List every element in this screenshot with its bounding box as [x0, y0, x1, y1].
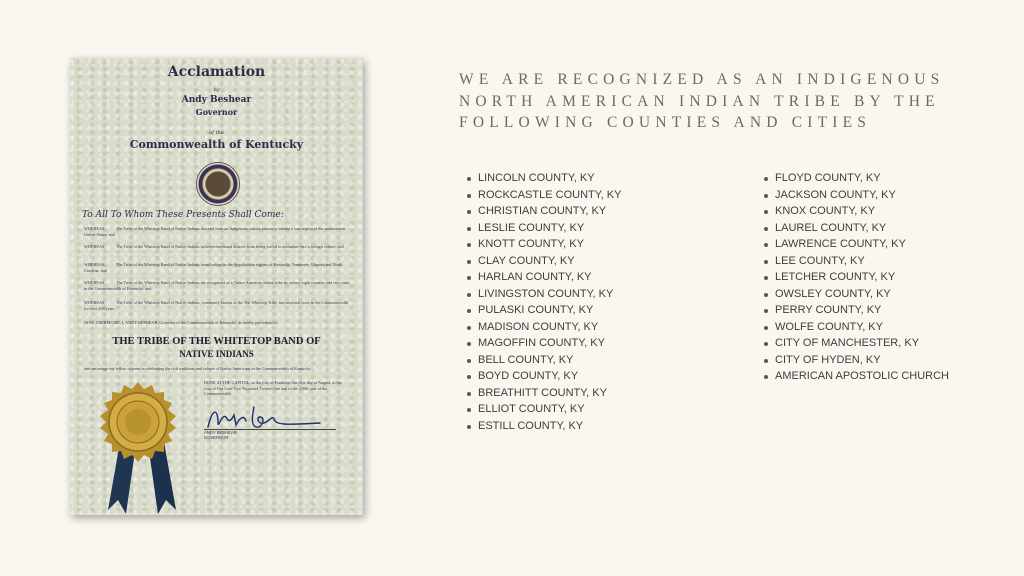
list-item: MADISON COUNTY, KY — [464, 319, 621, 336]
list-item: ROCKCASTLE COUNTY, KY — [464, 187, 621, 204]
certificate-governor-name: Andy Beshear — [181, 95, 252, 105]
signature-caption — [204, 430, 237, 440]
whereas-clause — [84, 262, 353, 273]
certificate-title: Acclamation — [167, 64, 266, 80]
list-item: BREATHITT COUNTY, KY — [464, 385, 621, 402]
certificate-by: by — [213, 87, 220, 93]
list-item: HARLAN COUNTY, KY — [464, 269, 621, 286]
whereas-text: The Tribe of the Whitetop Band of Native Indians, commonly known as the The Whitetop Tribe, has ancestral roots in the Commonwealth for over 200 years. — [84, 300, 349, 311]
whereas-label: WHEREAS, — [84, 300, 106, 305]
county-list-right — [761, 170, 949, 385]
list-item: ELLIOT COUNTY, KY — [464, 401, 621, 418]
certificate-done-at: DONE AT THE CAPITOL, in the City of Frankfort this 31st day of August, in the year of Our Lord Two Thousand Twenty-One and in the 230th year of the Commonwealth. — [204, 380, 342, 397]
list-item: JACKSON COUNTY, KY — [761, 187, 949, 204]
whereas-label: WHEREAS, — [84, 226, 106, 231]
list-item: ESTILL COUNTY, KY — [464, 418, 621, 435]
county-list-left — [464, 170, 621, 434]
list-item: BOYD COUNTY, KY — [464, 368, 621, 385]
page-heading: WE ARE RECOGNIZED AS AN INDIGENOUS NORTH AMERICAN INDIAN TRIBE BY THE FOLLOWING COUNTIES AND CITIES — [459, 71, 945, 131]
whereas-text: The Tribe of the Whitetop Band of Native Indians suffered emotional distress from being forced to assimilate into a foreign culture; and — [116, 244, 344, 249]
whereas-text: The Tribe of the Whitetop Band of Native Indians descend from an Indigenous culture known to inhabit a vast region of the southeastern United States; and — [84, 226, 346, 237]
whereas-label: WHEREAS, — [84, 280, 106, 285]
list-item: WOLFE COUNTY, KY — [761, 319, 949, 336]
certificate-governor-role: Governor — [195, 107, 238, 117]
signature-name: ANDY BESHEAR — [204, 430, 237, 435]
list-item: CITY OF HYDEN, KY — [761, 352, 949, 369]
whereas-clause — [84, 226, 353, 237]
list-item: LETCHER COUNTY, KY — [761, 269, 949, 286]
list-item: LEE COUNTY, KY — [761, 253, 949, 270]
list-item: CITY OF MANCHESTER, KY — [761, 335, 949, 352]
list-item: CHRISTIAN COUNTY, KY — [464, 203, 621, 220]
certificate-encourage: and encourage my fellow citizens in celebrating the rich traditions and culture of Native Americans in the Commonwealth of Kentucky. — [84, 366, 312, 371]
certificate-greeting: To All To Whom These Presents Shall Come: — [82, 210, 284, 220]
list-item: BELL COUNTY, KY — [464, 352, 621, 369]
list-item: KNOTT COUNTY, KY — [464, 236, 621, 253]
gold-seal-ribbon-icon — [92, 382, 192, 515]
list-item: MAGOFFIN COUNTY, KY — [464, 335, 621, 352]
list-item: LAUREL COUNTY, KY — [761, 220, 949, 237]
list-item: PULASKI COUNTY, KY — [464, 302, 621, 319]
signature-role: GOVERNOR — [204, 435, 229, 440]
list-item: OWSLEY COUNTY, KY — [761, 286, 949, 303]
list-item: AMERICAN APOSTOLIC CHURCH — [761, 368, 949, 385]
acclamation-certificate-image — [70, 58, 363, 515]
list-item: PERRY COUNTY, KY — [761, 302, 949, 319]
certificate-of-the: of the — [209, 130, 224, 136]
list-item: LIVINGSTON COUNTY, KY — [464, 286, 621, 303]
whereas-clause — [84, 280, 353, 291]
list-item: LESLIE COUNTY, KY — [464, 220, 621, 237]
whereas-clause — [84, 244, 353, 250]
whereas-label: WHEREAS, — [84, 244, 106, 249]
list-item: KNOX COUNTY, KY — [761, 203, 949, 220]
certificate-tribe-name-line2: NATIVE INDIANS — [179, 349, 254, 359]
certificate-now-therefore: NOW, THEREFORE, I, ANDY BESHEAR, Governor of the Commonwealth of Kentucky, do hereby pay tribute to — [84, 320, 278, 325]
certificate-tribe-name: THE TRIBE OF THE WHITETOP BAND OF — [112, 336, 321, 347]
list-item: LINCOLN COUNTY, KY — [464, 170, 621, 187]
list-item: CLAY COUNTY, KY — [464, 253, 621, 270]
certificate-commonwealth: Commonwealth of Kentucky — [129, 138, 304, 151]
whereas-clause — [84, 300, 353, 311]
whereas-text: The Tribe of the Whitetop Band of Native Indians are recognized as a Native American Indian tribe by twenty-eight counties and two cities in the Commonwealth of Kentucky; and — [84, 280, 350, 291]
whereas-text: The Tribe of the Whitetop Band of Native Indians found refuge in the Appalachian regions of Kentucky, Tennessee, Virginia and North Carolina; and — [84, 262, 343, 273]
whereas-label: WHEREAS, — [84, 262, 106, 267]
list-item: LAWRENCE COUNTY, KY — [761, 236, 949, 253]
commonwealth-seal-icon — [196, 162, 240, 206]
list-item: FLOYD COUNTY, KY — [761, 170, 949, 187]
